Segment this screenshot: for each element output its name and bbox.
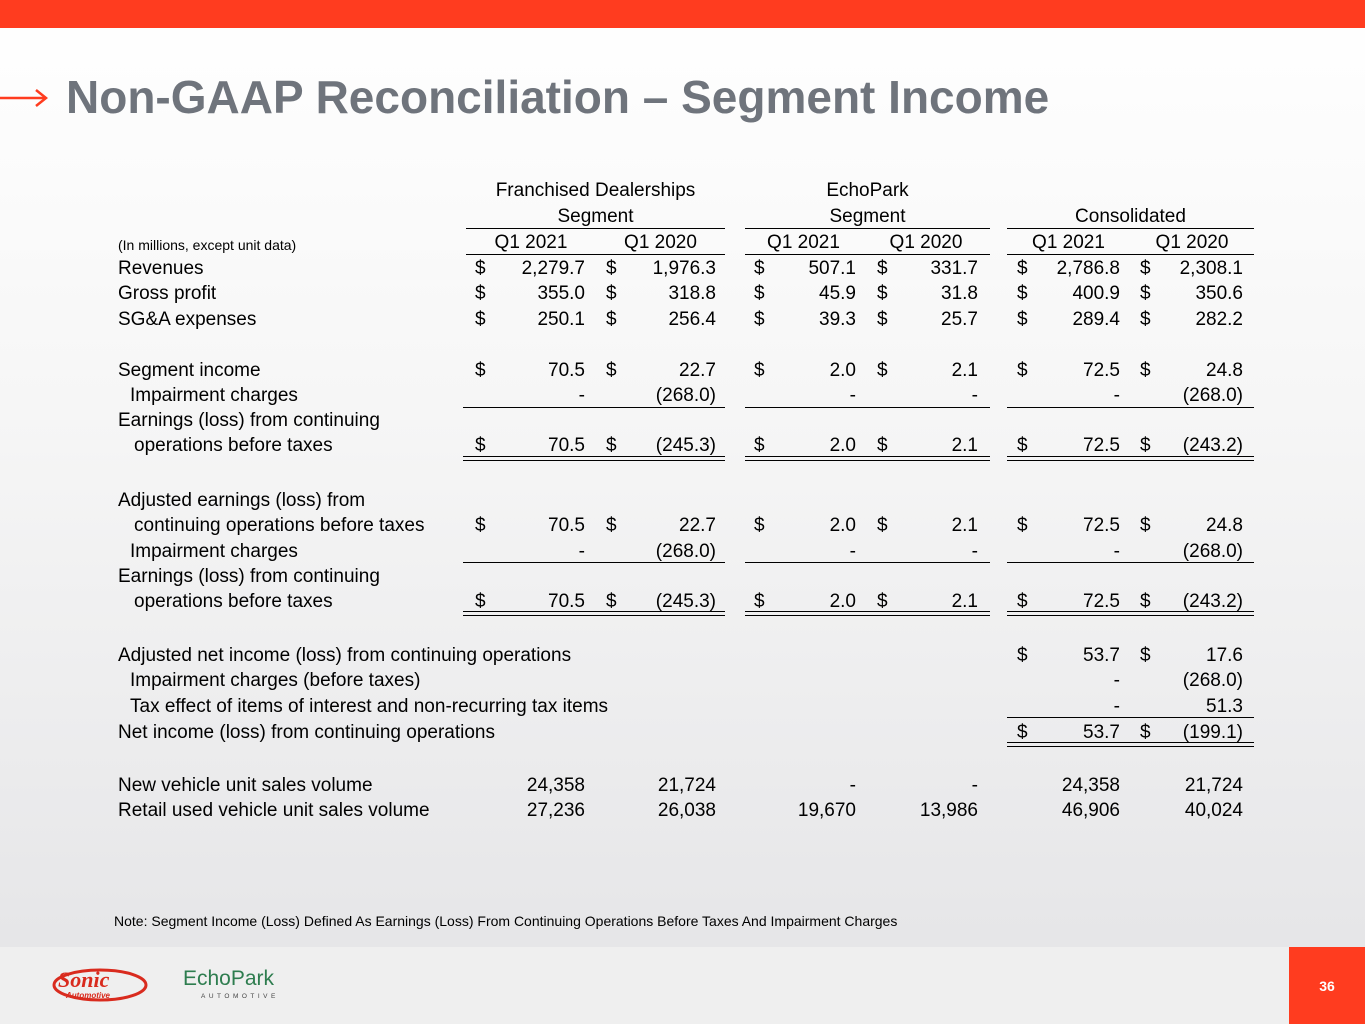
table-cell-value: 72.5 <box>1083 435 1120 456</box>
subtotal-rule <box>745 562 990 563</box>
currency-symbol: $ <box>754 309 765 330</box>
table-cell-value: 70.5 <box>548 515 585 536</box>
group-header-underline <box>1007 228 1254 229</box>
table-cell-value: - <box>578 541 585 562</box>
total-double-rule <box>1007 611 1254 616</box>
currency-symbol: $ <box>754 360 765 381</box>
table-cell-value: (199.1) <box>1182 722 1243 743</box>
period-header-underline <box>745 254 990 255</box>
table-cell-value: 19,670 <box>797 800 856 821</box>
total-double-rule <box>463 611 725 616</box>
table-cell-value: 1,976.3 <box>652 258 716 279</box>
period-header-underline <box>1007 254 1254 255</box>
table-cell-value: 2,786.8 <box>1056 258 1120 279</box>
column-group-header: EchoPark <box>826 180 909 201</box>
currency-symbol: $ <box>877 435 888 456</box>
currency-symbol: $ <box>606 515 617 536</box>
table-cell-value: 25.7 <box>941 309 978 330</box>
row-label: Adjusted earnings (loss) from <box>118 490 366 511</box>
table-cell-value: 31.8 <box>941 283 978 304</box>
table-cell-value: 507.1 <box>808 258 856 279</box>
currency-symbol: $ <box>1140 360 1151 381</box>
table-cell-value: 21,724 <box>1184 775 1243 796</box>
currency-symbol: $ <box>754 258 765 279</box>
table-cell-value: 72.5 <box>1083 515 1120 536</box>
table-cell-value: 2.1 <box>951 591 978 612</box>
table-cell-value: 24.8 <box>1206 515 1243 536</box>
currency-symbol: $ <box>1017 309 1028 330</box>
row-label: New vehicle unit sales volume <box>118 775 373 796</box>
currency-symbol: $ <box>754 435 765 456</box>
row-label: SG&A expenses <box>118 309 257 330</box>
table-cell-value: (245.3) <box>655 435 716 456</box>
page-number: 36 <box>1289 947 1365 1024</box>
table-cell-value: 2.0 <box>829 591 856 612</box>
table-cell-value: 2.1 <box>951 435 978 456</box>
period-header: Q1 2021 <box>767 232 840 253</box>
table-cell-value: 2.0 <box>829 435 856 456</box>
group-header-underline <box>466 228 725 229</box>
currency-symbol: $ <box>754 515 765 536</box>
row-label: operations before taxes <box>134 591 333 612</box>
currency-symbol: $ <box>606 309 617 330</box>
table-cell-value: - <box>1113 541 1120 562</box>
currency-symbol: $ <box>606 435 617 456</box>
row-label: continuing operations before taxes <box>134 515 425 536</box>
currency-symbol: $ <box>1140 515 1151 536</box>
unit-note: (In millions, except unit data) <box>118 237 297 253</box>
currency-symbol: $ <box>1017 515 1028 536</box>
currency-symbol: $ <box>1140 258 1151 279</box>
currency-symbol: $ <box>877 515 888 536</box>
row-label: Tax effect of items of interest and non-recurring tax items <box>130 696 609 717</box>
table-cell-value: 256.4 <box>668 309 716 330</box>
row-label: Impairment charges <box>130 541 298 562</box>
period-header: Q1 2020 <box>889 232 963 253</box>
table-cell-value: - <box>578 385 585 406</box>
currency-symbol: $ <box>475 591 486 612</box>
table-cell-value: 289.4 <box>1072 309 1120 330</box>
table-cell-value: 24,358 <box>1061 775 1120 796</box>
currency-symbol: $ <box>475 283 486 304</box>
table-cell-value: 70.5 <box>548 360 585 381</box>
table-cell-value: 2.1 <box>951 360 978 381</box>
currency-symbol: $ <box>606 360 617 381</box>
table-cell-value: 40,024 <box>1184 800 1243 821</box>
period-header-underline <box>466 254 725 255</box>
currency-symbol: $ <box>1017 591 1028 612</box>
arrow-right-icon <box>0 87 50 109</box>
currency-symbol: $ <box>1140 283 1151 304</box>
table-cell-value: (243.2) <box>1182 435 1243 456</box>
table-cell-value: 46,906 <box>1061 800 1120 821</box>
period-header: Q1 2020 <box>1155 232 1229 253</box>
table-cell-value: - <box>849 385 856 406</box>
currency-symbol: $ <box>754 591 765 612</box>
table-cell-value: 51.3 <box>1206 696 1243 717</box>
table-cell-value: 53.7 <box>1083 645 1120 666</box>
currency-symbol: $ <box>475 309 486 330</box>
table-cell-value: 22.7 <box>679 515 716 536</box>
row-label: Segment income <box>118 360 261 381</box>
table-cell-value: - <box>1113 696 1120 717</box>
row-label: Earnings (loss) from continuing <box>118 566 380 587</box>
subtotal-rule <box>463 562 725 563</box>
table-cell-value: 21,724 <box>657 775 716 796</box>
currency-symbol: $ <box>1017 360 1028 381</box>
row-label: Adjusted net income (loss) from continuing operations <box>118 645 572 666</box>
subtotal-rule <box>1007 717 1254 718</box>
table-cell-value: 45.9 <box>819 283 856 304</box>
table-cell-value: - <box>849 775 856 796</box>
currency-symbol: $ <box>1017 283 1028 304</box>
table-cell-value: 17.6 <box>1206 645 1243 666</box>
table-cell-value: 24,358 <box>526 775 585 796</box>
table-cell-value: 318.8 <box>668 283 716 304</box>
row-label: Revenues <box>118 258 204 279</box>
table-cell-value: 22.7 <box>679 360 716 381</box>
table-cell-value: 400.9 <box>1072 283 1120 304</box>
row-label: Earnings (loss) from continuing <box>118 410 380 431</box>
row-label: Impairment charges (before taxes) <box>130 670 421 691</box>
table-cell-value: 53.7 <box>1083 722 1120 743</box>
currency-symbol: $ <box>1140 645 1151 666</box>
period-header: Q1 2021 <box>1032 232 1105 253</box>
table-cell-value: (243.2) <box>1182 591 1243 612</box>
subtotal-rule <box>1007 562 1254 563</box>
table-cell-value: 331.7 <box>930 258 978 279</box>
table-cell-value: - <box>1113 670 1120 691</box>
row-label: operations before taxes <box>134 435 333 456</box>
subtotal-rule <box>1007 407 1254 408</box>
currency-symbol: $ <box>475 515 486 536</box>
table-cell-value: 72.5 <box>1083 591 1120 612</box>
currency-symbol: $ <box>877 258 888 279</box>
table-cell-value: 39.3 <box>819 309 856 330</box>
currency-symbol: $ <box>877 283 888 304</box>
column-group-header: Segment <box>557 206 634 227</box>
table-cell-value: (268.0) <box>1182 385 1243 406</box>
table-cell-value: (245.3) <box>655 591 716 612</box>
period-header: Q1 2020 <box>624 232 697 253</box>
table-cell-value: 2,308.1 <box>1179 258 1243 279</box>
currency-symbol: $ <box>1017 435 1028 456</box>
currency-symbol: $ <box>475 258 486 279</box>
currency-symbol: $ <box>877 591 888 612</box>
total-double-rule <box>1007 456 1254 461</box>
total-double-rule <box>745 456 990 461</box>
row-label: Impairment charges <box>130 385 298 406</box>
currency-symbol: $ <box>475 360 486 381</box>
table-cell-value: - <box>971 775 978 796</box>
table-cell-value: 2.0 <box>829 515 856 536</box>
table-cell-value: (268.0) <box>655 541 716 562</box>
table-cell-value: 355.0 <box>537 283 585 304</box>
currency-symbol: $ <box>1140 309 1151 330</box>
column-group-header: Segment <box>829 206 906 227</box>
table-cell-value: 2.1 <box>951 515 978 536</box>
sonic-logo-subtext: Automotive <box>66 991 110 1000</box>
table-cell-value: 2,279.7 <box>521 258 585 279</box>
table-cell-value: 2.0 <box>829 360 856 381</box>
echopark-logo-subtext: AUTOMOTIVE <box>201 993 279 1000</box>
currency-symbol: $ <box>1140 722 1151 743</box>
currency-symbol: $ <box>754 283 765 304</box>
total-double-rule <box>745 611 990 616</box>
table-cell-value: (268.0) <box>1182 541 1243 562</box>
sonic-automotive-logo <box>52 965 152 1010</box>
currency-symbol: $ <box>877 309 888 330</box>
row-label: Net income (loss) from continuing operations <box>118 722 496 743</box>
period-header: Q1 2021 <box>494 232 568 253</box>
currency-symbol: $ <box>1017 722 1028 743</box>
row-label: Gross profit <box>118 283 217 304</box>
currency-symbol: $ <box>1017 645 1028 666</box>
table-cell-value: 72.5 <box>1083 360 1120 381</box>
currency-symbol: $ <box>1017 258 1028 279</box>
currency-symbol: $ <box>1140 591 1151 612</box>
total-double-rule <box>463 456 725 461</box>
total-double-rule <box>1007 742 1254 747</box>
table-cell-value: 24.8 <box>1206 360 1243 381</box>
subtotal-rule <box>745 407 990 408</box>
currency-symbol: $ <box>475 435 486 456</box>
row-label: Retail used vehicle unit sales volume <box>118 800 430 821</box>
table-cell-value: 282.2 <box>1195 309 1243 330</box>
currency-symbol: $ <box>606 591 617 612</box>
table-cell-value: - <box>849 541 856 562</box>
top-accent-bar <box>0 0 1365 28</box>
column-group-header: Franchised Dealerships <box>495 180 696 201</box>
currency-symbol: $ <box>606 258 617 279</box>
table-cell-value: 350.6 <box>1195 283 1243 304</box>
column-group-header: Consolidated <box>1075 206 1186 227</box>
currency-symbol: $ <box>606 283 617 304</box>
sonic-logo-text: Sonic <box>58 967 110 992</box>
echopark-automotive-logo <box>183 967 279 1000</box>
table-cell-value: 26,038 <box>657 800 716 821</box>
table-cell-value: 27,236 <box>526 800 585 821</box>
currency-symbol: $ <box>877 360 888 381</box>
table-cell-value: - <box>1113 385 1120 406</box>
subtotal-rule <box>463 407 725 408</box>
page-title: Non-GAAP Reconciliation – Segment Income <box>66 71 1050 123</box>
currency-symbol: $ <box>1140 435 1151 456</box>
table-cell-value: 70.5 <box>548 435 585 456</box>
footnote: Note: Segment Income (Loss) Defined As Earnings (Loss) From Continuing Operations Before Taxes And Impairment Charges <box>114 913 898 929</box>
table-cell-value: (268.0) <box>1182 670 1243 691</box>
table-cell-value: 70.5 <box>548 591 585 612</box>
echopark-logo-text: EchoPark <box>183 967 275 990</box>
table-cell-value: - <box>971 541 978 562</box>
table-cell-value: - <box>971 385 978 406</box>
table-cell-value: 250.1 <box>537 309 585 330</box>
table-cell-value: (268.0) <box>655 385 716 406</box>
table-cell-value: 13,986 <box>919 800 978 821</box>
group-header-underline <box>745 228 990 229</box>
